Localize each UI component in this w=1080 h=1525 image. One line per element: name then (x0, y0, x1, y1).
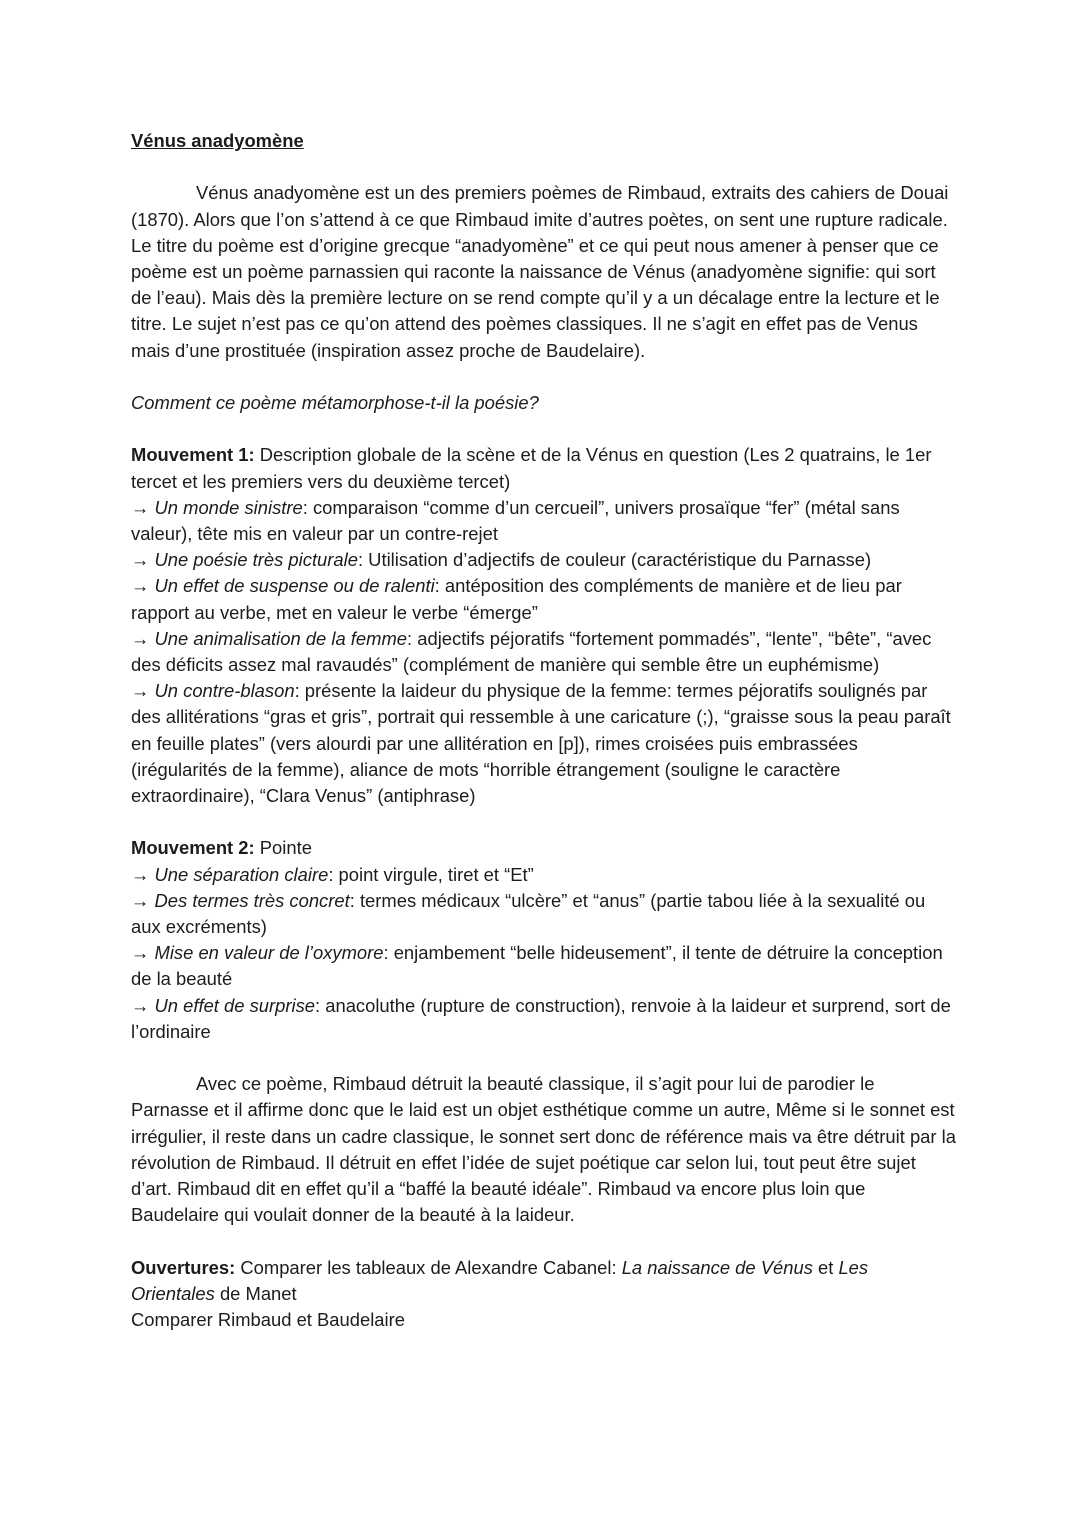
movement-2-label: Mouvement 2: (131, 837, 255, 859)
document-page (131, 128, 956, 1333)
intro-paragraph: Vénus anadyomène est un des premiers poèmes de Rimbaud, extraits des cahiers de Douai (1870). Alors que l’on s’attend à ce que Rimbaud imite d’autres poètes, on sent une rupture radicale. Le titre du poème est d’origine grecque “anadyomène” et ce qui peut nous amener à penser que ce poème est un poème parnassien qui raconte la naissance de Vénus (anadyomène signifie: qui sort de l’eau). Mais dès la première lecture on se rend compte qu’il y a un décalage entre la lecture et le titre. Le sujet n’est pas ce qu’on attend des poèmes classiques. Il ne s’agit en effet pas de Venus mais d’une prostituée (inspiration assez proche de Baudelaire). (131, 182, 949, 361)
document-title: Vénus anadyomène (131, 130, 304, 151)
movement-1-label: Mouvement 1: (131, 444, 255, 466)
conclusion-paragraph: Avec ce poème, Rimbaud détruit la beauté classique, il s’agit pour lui de parodier le Parnasse et il affirme donc que le laid est un objet esthétique comme un autre, Même si le sonnet est irrégulier, il reste dans un cadre classique, le sonnet sert donc de référence mais va être détruit par la révolution de Rimbaud. Il détruit en effet l’idée de sujet poétique car selon lui, tout peut être sujet d’art. Rimbaud dit en effet qu’il a “baffé la beauté idéale”. Rimbaud va encore plus loin que Baudelaire qui voulait donner de la beauté à la laideur. (131, 1073, 956, 1226)
movement-2-item (131, 993, 956, 1045)
item-title: Un effet de surprise (154, 994, 316, 1016)
movement-1-description: Description globale de la scène et de la Vénus en question (Les 2 quatrains, le 1er tercet et les premiers vers du deuxième tercet) (131, 444, 932, 492)
arrow-icon: → (131, 496, 150, 518)
arrow-icon: → (131, 863, 150, 885)
item-text: : termes médicaux “ulcère” et “anus” (partie tabou liée à la sexualité ou aux excréments) (131, 889, 926, 938)
movement-2-item (131, 862, 956, 888)
item-title: Des termes très concret (154, 889, 350, 911)
openings-text: de Manet (214, 1282, 297, 1304)
movement-1-item (131, 573, 956, 625)
arrow-icon: → (131, 942, 150, 964)
openings-paragraph (131, 1255, 956, 1307)
spacer (131, 416, 956, 442)
item-title: Mise en valeur de l’oxymore (154, 942, 384, 964)
movement-1-item (131, 626, 956, 678)
movement-2-item (131, 940, 956, 992)
openings-line-2: Comparer Rimbaud et Baudelaire (131, 1309, 405, 1331)
spacer (131, 1228, 956, 1254)
spacer (131, 809, 956, 835)
arrow-icon: → (131, 549, 150, 571)
arrow-icon: → (131, 994, 150, 1016)
item-text: : présente la laideur du physique de la femme: termes péjoratifs soulignés par des allitérations “gras et gris”, portrait qui ressemble à une caricature (;), “graisse sous la peau paraît en feuille plates” (vers alourdi par une allitération en [p]), rimes croisées puis embrassées (irégularités de la femme), aliance de mots “horrible étrangement (souligne le caractère extraordinaire), “Clara Venus” (antiphrase) (131, 680, 951, 807)
item-text: : anacoluthe (rupture de construction), renvoie à la laideur et surprend, sort de l’ordinaire (131, 994, 951, 1042)
arrow-icon: → (131, 889, 150, 911)
movement-1-item (131, 678, 956, 809)
movement-2-heading (131, 835, 956, 861)
movement-1-item (131, 495, 956, 547)
spacer (131, 364, 956, 390)
item-title: Une poésie très picturale (154, 549, 358, 571)
item-title: Un contre-blason (154, 680, 295, 702)
item-text: : Utilisation d’adjectifs de couleur (caractéristique du Parnasse) (357, 549, 872, 571)
openings-text: et (812, 1256, 839, 1278)
item-title: Une séparation claire (154, 863, 329, 885)
item-text: : comparaison “comme d’un cercueil”, univers prosaïque “fer” (métal sans valeur), tête mis en valeur par un contre-rejet (131, 496, 900, 544)
artwork-title: Les Orientales (131, 1256, 869, 1304)
movement-2-description: Pointe (259, 837, 312, 859)
spacer (131, 154, 956, 180)
item-text: : antéposition des compléments de manière et de lieu par rapport au verbe, met en valeur le verbe “émerge” (131, 575, 902, 623)
movement-2-item (131, 888, 956, 940)
item-title: Un monde sinistre (154, 496, 303, 518)
openings-text: Comparer les tableaux de Alexandre Cabanel: (235, 1256, 622, 1278)
arrow-icon: → (131, 680, 150, 702)
item-text: : point virgule, tiret et “Et” (328, 863, 534, 885)
movement-1-heading (131, 442, 956, 494)
problem-question-text: Comment ce poème métamorphose-t-il la poésie? (131, 392, 539, 413)
artwork-title: La naissance de Vénus (621, 1256, 813, 1278)
spacer (131, 1045, 956, 1071)
movement-1-item (131, 547, 956, 573)
item-title: Une animalisation de la femme (154, 627, 408, 649)
openings-label: Ouvertures: (131, 1256, 236, 1278)
item-text: : adjectifs péjoratifs “fortement pommadés”, “lente”, “bête”, “avec des déficits assez mal ravaudés” (complément de manière qui semble être un euphémisme) (131, 627, 932, 676)
problem-question (131, 390, 956, 416)
item-title: Un effet de suspense ou de ralenti (154, 575, 435, 597)
arrow-icon: → (131, 627, 150, 649)
item-text: : enjambement “belle hideusement”, il tente de détruire la conception de la beauté (131, 942, 943, 990)
arrow-icon: → (131, 575, 150, 597)
